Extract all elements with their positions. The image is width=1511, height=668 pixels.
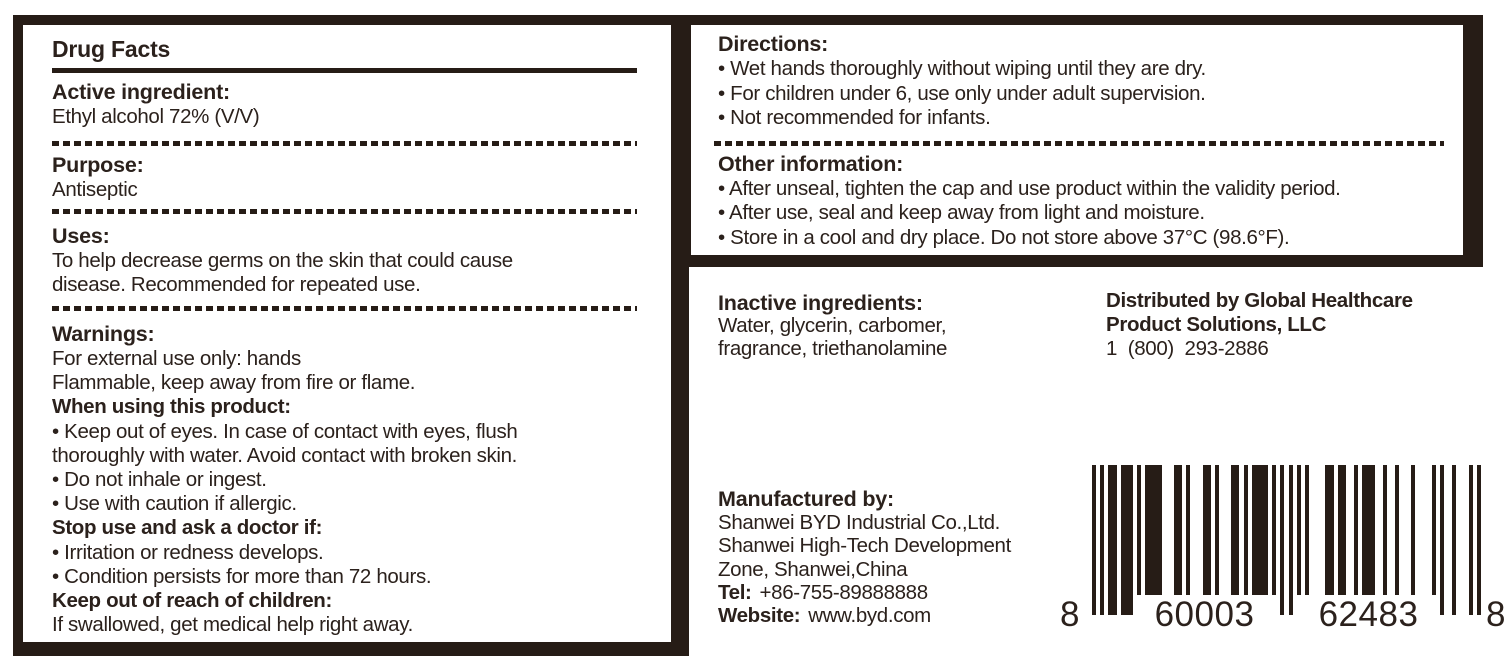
- barcode-bar: [1215, 465, 1219, 595]
- title-rule: [52, 68, 637, 73]
- dashed-divider: [52, 306, 637, 311]
- manufacturer-line: Shanwei High-Tech Development: [718, 534, 1011, 558]
- barcode-bar: [1231, 465, 1239, 595]
- barcode-bar: [1121, 465, 1133, 615]
- manufacturer-website-line: [718, 604, 1011, 627]
- barcode-bar: [1432, 465, 1436, 595]
- warnings-line: • Do not inhale or ingest.: [52, 468, 267, 492]
- barcode-bar: [1145, 465, 1161, 595]
- tel-value: +86-755-89888888: [759, 580, 928, 604]
- barcode-bar: [1203, 465, 1211, 595]
- barcode-digit-check: 8: [1486, 595, 1506, 634]
- barcode-bar: [1108, 465, 1116, 615]
- directions-bullet: • Wet hands thoroughly without wiping until they are dry.: [718, 57, 1206, 80]
- purpose-heading: Purpose:: [52, 153, 144, 177]
- barcode-digits-left: 60003: [1154, 595, 1255, 634]
- inactive-ingredients-line: Water, glycerin, carbomer,: [718, 314, 947, 337]
- manufacturer-section: [718, 488, 1011, 627]
- uses-line: To help decrease germs on the skin that could cause: [52, 249, 513, 272]
- uses-heading: Uses:: [52, 224, 110, 248]
- active-ingredient-heading: Active ingredient:: [52, 80, 230, 104]
- purpose-section: [52, 153, 144, 202]
- inactive-ingredients-section: [718, 291, 947, 360]
- barcode-digit-system: 8: [1060, 595, 1080, 634]
- barcode-bar: [1174, 465, 1182, 595]
- warnings-subheading: When using this product:: [52, 395, 291, 419]
- dashed-divider: [714, 141, 1444, 146]
- directions-heading: Directions:: [718, 32, 829, 56]
- other-information-bullet: • Store in a cool and dry place. Do not store above 37°C (98.6°F).: [718, 225, 1290, 249]
- warnings-line: If swallowed, get medical help right away.: [52, 613, 413, 637]
- distributor-section: [1106, 289, 1413, 361]
- tel-label: Tel:: [718, 580, 752, 604]
- other-information-bullet: • After unseal, tighten the cap and use product within the validity period.: [718, 177, 1341, 200]
- warnings-subheading: Keep out of reach of children:: [52, 589, 332, 613]
- warnings-line: For external use only: hands: [52, 347, 301, 370]
- other-information-section: [718, 151, 1341, 250]
- barcode-bar: [1100, 465, 1104, 615]
- manufacturer-heading: Manufactured by:: [718, 487, 894, 511]
- uses-section: [52, 224, 513, 297]
- website-label: Website:: [718, 604, 801, 628]
- barcode-bar: [1362, 465, 1374, 595]
- barcode-bar: [1383, 465, 1387, 595]
- uses-line: disease. Recommended for repeated use.: [52, 273, 421, 297]
- inactive-ingredients-line: fragrance, triethanolamine: [718, 336, 948, 360]
- warnings-line: • Condition persists for more than 72 hours.: [52, 564, 432, 588]
- distributor-line: Product Solutions, LLC: [1106, 313, 1327, 336]
- barcode-bar: [1289, 465, 1293, 615]
- barcode-bar: [1477, 465, 1481, 615]
- warnings-line: • Irritation or redness develops.: [52, 540, 324, 564]
- warnings-subheading: Stop use and ask a doctor if:: [52, 516, 323, 540]
- barcode-bar: [1338, 465, 1346, 595]
- barcode-bar: [1452, 465, 1456, 615]
- warnings-line: Flammable, keep away from fire or flame.: [52, 371, 416, 395]
- dashed-divider: [52, 209, 637, 214]
- barcode-bar: [1354, 465, 1358, 595]
- directions-section: [718, 31, 1206, 131]
- manufacturer-tel-line: [718, 581, 1011, 604]
- warnings-line: • Keep out of eyes. In case of contact with eyes, flush: [52, 419, 518, 443]
- distributor-line: Distributed by Global Healthcare: [1106, 289, 1413, 312]
- barcode-bar: [1469, 465, 1473, 615]
- barcode-bar: [1440, 465, 1444, 615]
- barcode-bar: [1186, 465, 1190, 595]
- directions-bullet: • Not recommended for infants.: [718, 106, 991, 129]
- drug-facts-title: Drug Facts: [52, 36, 171, 62]
- warnings-heading: Warnings:: [52, 322, 155, 346]
- inactive-ingredients-heading: Inactive ingredients:: [718, 291, 923, 315]
- active-ingredient-value: Ethyl alcohol 72% (V/V): [52, 105, 260, 128]
- barcode-bar: [1305, 465, 1309, 595]
- purpose-value: Antiseptic: [52, 178, 138, 201]
- dashed-divider: [52, 141, 637, 146]
- warnings-line: thoroughly with water. Avoid contact with broken skin.: [52, 443, 518, 467]
- barcode-bar: [1137, 465, 1141, 595]
- barcode-bar: [1092, 465, 1096, 615]
- barcode-bar: [1411, 465, 1415, 595]
- barcode-digits-right: 62483: [1318, 595, 1419, 634]
- manufacturer-line: Shanwei BYD Industrial Co.,Ltd.: [718, 511, 1000, 535]
- barcode-bar: [1395, 465, 1399, 595]
- barcode-bar: [1297, 465, 1301, 595]
- directions-bullet: • For children under 6, use only under adult supervision.: [718, 81, 1206, 105]
- barcode-bar: [1244, 465, 1248, 595]
- barcode-bar: [1280, 465, 1284, 615]
- barcode-bar: [1325, 465, 1333, 595]
- upc-barcode-bars: [1092, 465, 1481, 615]
- distributor-phone: 1 (800) 293-2886: [1106, 337, 1269, 360]
- active-ingredient-section: [52, 80, 259, 129]
- other-information-heading: Other information:: [718, 152, 904, 176]
- website-value: www.byd.com: [808, 604, 931, 628]
- manufacturer-line: Zone, Shanwei,China: [718, 557, 908, 581]
- barcode-bar: [1252, 465, 1268, 595]
- warnings-section: [52, 322, 517, 637]
- barcode-bar: [1272, 465, 1276, 595]
- warnings-line: • Use with caution if allergic.: [52, 492, 297, 516]
- other-information-bullet: • After use, seal and keep away from light and moisture.: [718, 201, 1205, 225]
